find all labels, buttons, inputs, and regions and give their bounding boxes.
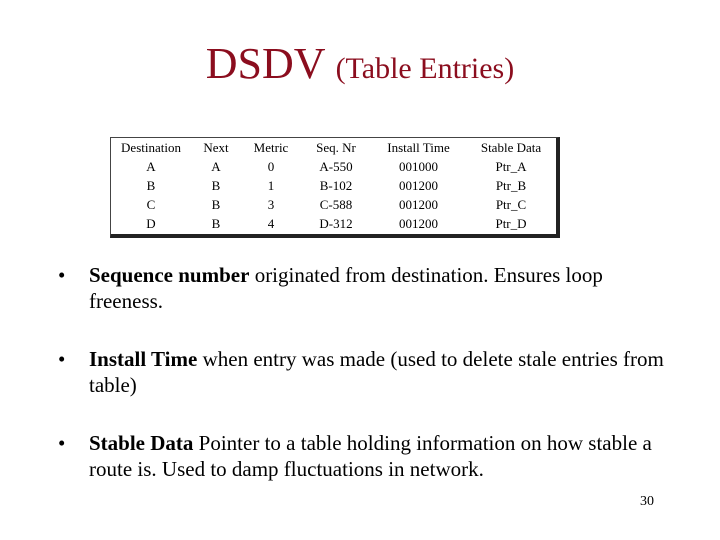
header-stable-data: Stable Data — [480, 140, 542, 155]
table-row — [111, 214, 556, 233]
bullet-stable-data — [58, 430, 678, 482]
cell-stable-data: Ptr_D — [495, 216, 527, 231]
cell-next: B — [211, 197, 221, 212]
bullet-text: when entry was made (used to delete stale entries from table) — [89, 347, 664, 397]
cell-destination: A — [146, 159, 156, 174]
cell-next: A — [211, 159, 221, 174]
bullet-term: Install Time — [89, 347, 198, 371]
cell-seq-nr: A-550 — [319, 159, 353, 174]
cell-install-time: 001000 — [399, 159, 438, 174]
bullet-marker: • — [58, 431, 66, 455]
cell-seq-nr: D-312 — [319, 216, 353, 231]
cell-stable-data: Ptr_C — [495, 197, 527, 212]
bullet-term: Sequence number — [89, 263, 250, 287]
table-row — [111, 176, 556, 195]
routing-table — [110, 137, 560, 238]
table-row — [111, 157, 556, 176]
cell-metric: 1 — [267, 178, 275, 193]
bullet-text: Pointer to a table holding information on how stable a route is. Used to damp fluctuations in network. — [89, 431, 652, 481]
cell-destination: B — [146, 178, 156, 193]
cell-next: B — [211, 216, 221, 231]
cell-seq-nr: B-102 — [319, 178, 353, 193]
cell-install-time: 001200 — [399, 197, 438, 212]
bullet-sequence-number — [58, 262, 678, 314]
table-header-row — [111, 138, 556, 157]
bullet-text: originated from destination. Ensures loop freeness. — [89, 263, 603, 313]
cell-metric: 4 — [267, 216, 275, 231]
cell-metric: 0 — [267, 159, 275, 174]
page-number: 30 — [640, 494, 654, 509]
bullet-term: Stable Data — [89, 431, 194, 455]
bullet-install-time — [58, 346, 678, 398]
cell-install-time: 001200 — [399, 216, 438, 231]
cell-metric: 3 — [267, 197, 275, 212]
cell-next: B — [211, 178, 221, 193]
slide-title — [0, 38, 720, 89]
table-row — [111, 195, 556, 214]
bullet-marker: • — [58, 347, 66, 371]
header-seq-nr: Seq. Nr — [316, 140, 356, 155]
header-destination: Destination — [121, 140, 181, 155]
title-subtitle: (Table Entries) — [335, 52, 515, 85]
cell-stable-data: Ptr_A — [495, 159, 527, 174]
header-metric: Metric — [253, 140, 289, 155]
cell-destination: D — [146, 216, 156, 231]
bullet-marker: • — [58, 263, 66, 287]
cell-stable-data: Ptr_B — [495, 178, 527, 193]
title-main: DSDV — [205, 39, 326, 88]
cell-install-time: 001200 — [399, 178, 438, 193]
cell-destination: C — [146, 197, 156, 212]
header-install-time: Install Time — [387, 140, 450, 155]
header-next: Next — [203, 140, 229, 155]
bullet-list — [58, 262, 678, 514]
cell-seq-nr: C-588 — [319, 197, 353, 212]
